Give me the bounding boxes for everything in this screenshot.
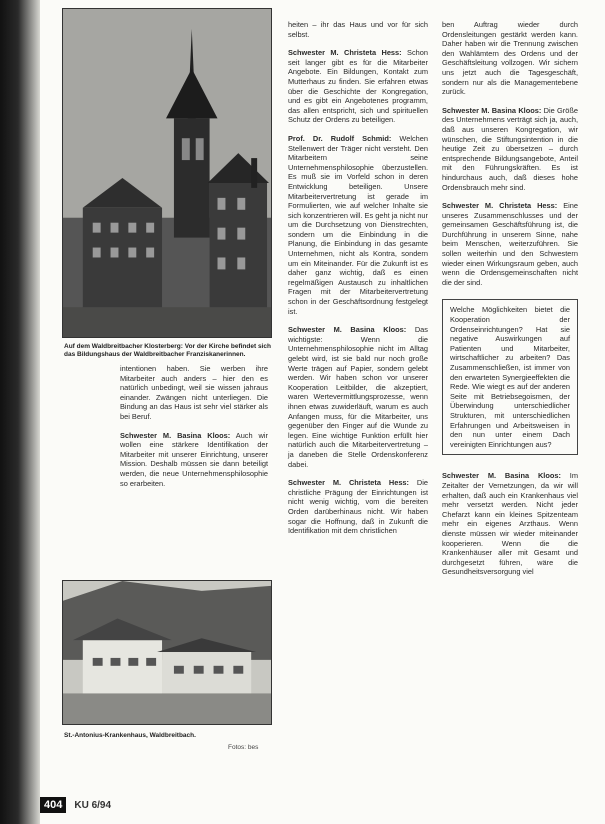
paragraph: Schwester M. Christeta Hess: Schon seit langer gibt es für die Mitarbeiter Angebote. Ein Bildungen, Kontakt zum Mutterhaus zu finden. Sie erfahren etwas über die Geschichte der Kongregation, und es gibt ein Angebotenes programm, das allen entspricht, sich und spirituellen Schutz der Ordens zu beteiligen. [288, 48, 428, 125]
paragraph: Schwester M. Christeta Hess: Die christliche Prägung der Einrichtungen ist nicht wenig wichtig, vom die bereiten Orden darüberhinaus nicht. Wir haben sogar die Hoffnung, daß in Zukunft die Identifikation mit dem christlichen [288, 478, 428, 536]
paragraph: Schwester M. Basina Kloos: Das wichtigste: Wenn die Unternehmensphilosophie nicht im Alltag gelebt wird, ist sie bald nur noch große Werte trägen auf Papier, sondern gelebt werden. Wir haben schon vor unserer Kooperation Leitbilder, die akzeptiert, waren Wertevermittlungsprozesse, wenn ihnen etwas zuwiderläuft, warum es auch Anfangen muss, für die Mitarbeiter, uns gegenüber den Finger auf die Wunde zu legen. Eine wichtige Funktion erfüllt hier natürlich auch die Mitarbeitervertretung – ja daneben die Stelle Ordenskonferenz dabei. [288, 325, 428, 469]
paragraph: heiten – ihr das Haus und vor für sich selbst. [288, 20, 428, 39]
text-column-3 [442, 20, 578, 586]
issue-label: KU 6/94 [74, 799, 112, 811]
paragraph: Schwester M. Basina Kloos: Die Größe des Unternehmens verträgt sich ja, auch, daß aus unseren Kongregation, wir wünschen, die Stiftungsintention in die heutige Zeit zu übersetzen – durch entsprechende Bildungsangebote, Anteil mit den Führungskräften. Es ist hindurchaus auch, daß dieses hohe Ordensbrauch mehr sind. [442, 105, 578, 192]
paragraph: Schwester M. Basina Kloos: Auch wir wollen eine stärkere Identifikation der Mitarbeiter mit unserer Einrichtung, unserer Mission. Deshalb müssen sie dann beteiligt werden, die neue Unternehmensphilosophie so erarbeiten. [120, 430, 268, 488]
text-column-1 [120, 364, 268, 497]
photo-hospital [62, 580, 272, 725]
speaker-name: Schwester M. Basina Kloos: [288, 325, 407, 335]
photo-caption: St.-Antonius-Krankenhaus, Waldbreitbach. [64, 732, 196, 739]
paragraph: ben Auftrag wieder durch Ordensleitungen gestärkt werden kann. Daher haben wir die Trennung zwischen den Wahlämtern des Ordens und der Geschäftsleitung vollzogen. Wir sichern uns jetzt auch die Tagesgeschäft, sondern nur als die Managementebene zurück. [442, 20, 578, 97]
book-spine-shadow [0, 0, 40, 824]
speaker-name: Prof. Dr. Rudolf Schmid: [288, 133, 392, 143]
page-footer [40, 797, 111, 813]
paragraph: intentionen haben. Sie werben ihre Mitarbeiter auch anders – hier den es natürlich unbedingt, weil sie wissen jahraus einander. Zwängen nicht unterliegen. Die Bindung an das Haus ist sehr viel stärker als bei Beruf. [120, 364, 268, 421]
paragraph: Schwester M. Basina Kloos: Im Zeitalter der Vernetzungen, da wir will erhalten, daß auch ein Krankenhaus viel mehr versetzt werden. Nicht jeder Chefarzt kann ein kleines Spitzenteam mehr ein eigenes Arzthaus. Wenn dienste müssen wir wieder miteinander kooperieren. Wenn die die Krankenhäuser aller mit Gesamt und durchgesetzt führen, wäre die Gesundheitsversorgung viel [442, 471, 578, 577]
photo-monastery [62, 8, 272, 338]
speaker-name: Schwester M. Basina Kloos: [442, 471, 561, 481]
speaker-name: Schwester M. Christeta Hess: [442, 201, 558, 211]
speaker-name: Schwester M. Basina Kloos: [120, 430, 231, 440]
page-number: 404 [40, 797, 66, 813]
photo-credit: Fotos: bes [228, 744, 259, 751]
photo-caption: Auf dem Waldbreitbacher Klosterberg: Vor der Kirche befindet sich das Bildungshaus der Waldbreitbacher Franziskanerinnen. [64, 343, 271, 358]
speaker-name: Schwester M. Christeta Hess: [288, 48, 402, 58]
text-column-2 [288, 20, 428, 545]
speaker-name: Schwester M. Christeta Hess: [288, 478, 410, 488]
paragraph: Prof. Dr. Rudolf Schmid: Welchen Stellenwert der Träger nicht versteht. Den Mitarbeitern seine Unternehmensphilosophie überzustellen. Es muß sie im Vorfeld schon in deren Entwicklung beteiligen. Unsere Mitarbeitervertretung ist gerade im Formulierten, wie auf welcher Inhalte sie sich konzentrieren will. Es geht ja nicht nur um die Durchsetzung von Dienstrechten, sondern um die Einbindung in die Planung, die Einbindung in das gesamte Unternehmen, nicht als Kontra, sondern um ein Miteinander. Für die Zukunft ist es daher ganz wichtig, daß es einen regelmäßigen Austausch zu inhaltlichen Fragen mit der Mitarbeitervertretung schon in der Geschäftsordnung festgelegt ist. [288, 133, 428, 316]
question-box: Welche Möglichkeiten bietet die Kooperation der Ordenseinrichtungen? Hat sie negative Auswirkungen auf Patienten und Mitarbeiter, wirtschaftlicher zu arbeiten? Das Zusammenschließen, ist immer von den erwarteten Synergieeffekten die Rede. Wie wiegt es auf der anderen Seite mit Betriebsegoismen, der Überwindung unterschiedlicher Strukturen, mit unterschiedlichen Erfahrungen und Arbeitsweisen in den nun unter einem Dach vereinigten Einrichtungen aus? [442, 299, 578, 455]
paragraph: Schwester M. Christeta Hess: Eine unseres Zusammenschlusses und der gemeinsamen Geschäftsführung ist, die Durchführung in unserem Sinne, nahe beim Menschen, weiterzuführen. Sie sollen weiterhin und den Schwestern wieder einen Wirkungsraum geben, auch wenn die Ordensgemeinschaften nicht die der sind. [442, 201, 578, 287]
speaker-name: Schwester M. Basina Kloos: [442, 105, 542, 115]
